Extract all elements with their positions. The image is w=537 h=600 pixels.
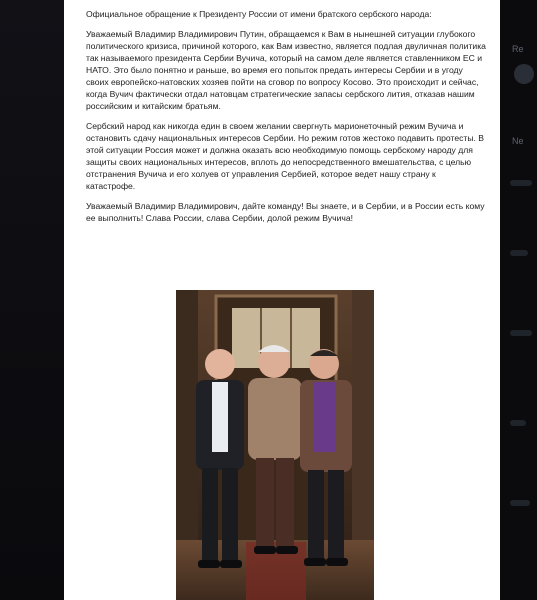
right-side-panel: [500, 0, 537, 600]
group-photo: [176, 290, 374, 600]
side-placeholder-line: [510, 500, 530, 506]
side-placeholder-line: [510, 180, 532, 186]
side-placeholder-line: [510, 250, 528, 256]
group-photo-illustration: [176, 290, 374, 600]
side-panel-label-1: Re: [512, 44, 524, 54]
letter-paragraph-2: Сербский народ как никогда един в своем желании свергнуть марионеточный режим Вучича и остановить сдачу национальных интересов Сербии. Но режим готов жестоко подавить протесты. В этой ситуации Россия может и должна оказать всю необходимую помощь сербскому народу для защиты своих национальных интересов, вплоть до непосредственного вмешательства, с целью отстранения Вучича и его холуев от управления Сербией, которое ведет нашу страну к катастрофе.: [86, 121, 485, 191]
side-placeholder-line: [510, 330, 532, 336]
letter-text: [86, 8, 486, 232]
letter-heading: Официальное обращение к Президенту России от имени братского сербского народа:: [86, 9, 432, 19]
side-avatar[interactable]: [514, 64, 534, 84]
document-page: [64, 0, 500, 600]
letter-paragraph-3: Уважаемый Владимир Владимирович, дайте команду! Вы знаете, и в Сербии, и в России есть кому ее выполнить! Слава России, слава Сербии, долой режим Вучича!: [86, 201, 485, 223]
left-background: [0, 0, 64, 600]
side-panel-label-2: Ne: [512, 136, 524, 146]
side-placeholder-line: [510, 420, 526, 426]
letter-paragraph-1: Уважаемый Владимир Владимирович Путин, обращаемся к Вам в нынешней ситуации глубокого политического кризиса, причиной которого, как Вам известно, является подлая двуличная политика так называемого президента Сербии Вучича, который на самом деле является ставленником ЕС и НАТО. Это было понятно и раньше, во время его попыток предать интересы Сербии и в угоду своих европейско-натовских хозяев пойти на сговор по вопросу Косово. Это происходит и сейчас, когда Вучич фактически отдал натовцам стратегические запасы сербского лития, отказав нашим российским и китайским братьям.: [86, 29, 486, 111]
